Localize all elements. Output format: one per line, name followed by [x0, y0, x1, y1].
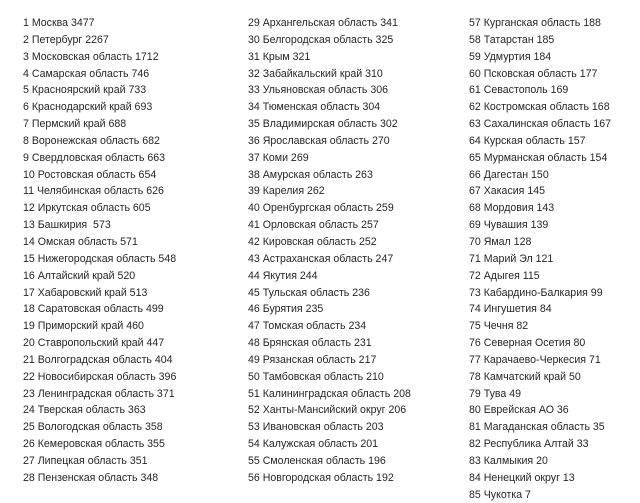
ranking-entry: 6 Краснодарский край 693: [23, 101, 153, 114]
ranking-entry: 20 Ставропольский край 447: [23, 337, 165, 350]
ranking-entry: 85 Чукотка 7: [469, 488, 531, 501]
ranking-entry: 50 Тамбовская область 210: [248, 370, 384, 383]
ranking-column-2: [248, 15, 411, 487]
ranking-entry: 39 Карелия 262: [248, 185, 325, 198]
ranking-entry: 31 Крым 321: [248, 50, 311, 63]
ranking-entry: 9 Свердловская область 663: [23, 151, 165, 164]
ranking-entry: 23 Ленинградская область 371: [23, 387, 175, 400]
ranking-entry: 48 Брянская область 231: [248, 337, 372, 350]
ranking-entry: 3 Московская область 1712: [23, 50, 159, 63]
ranking-entry: 24 Тверская область 363: [23, 404, 146, 417]
ranking-entry: 83 Калмыкия 20: [469, 454, 548, 467]
ranking-entry: 61 Севастополь 169: [469, 84, 569, 97]
ranking-entry: 42 Кировская область 252: [248, 235, 377, 248]
ranking-entry: 11 Челябинская область 626: [23, 185, 164, 198]
ranking-entry: 14 Омская область 571: [23, 235, 138, 248]
ranking-entry: 56 Новгородская область 192: [248, 471, 394, 484]
ranking-entry: 22 Новосибирская область 396: [23, 370, 177, 383]
ranking-entry: 73 Кабардино-Балкария 99: [469, 286, 603, 299]
ranking-entry: 26 Кемеровская область 355: [23, 438, 165, 451]
ranking-entry: 68 Мордовия 143: [469, 202, 555, 215]
ranking-entry: 53 Ивановская область 203: [248, 421, 384, 434]
ranking-entry: 69 Чувашия 139: [469, 219, 549, 232]
ranking-entry: 8 Воронежская область 682: [23, 134, 160, 147]
ranking-entry: 40 Оренбургская область 259: [248, 202, 394, 215]
ranking-entry: 32 Забайкальский край 310: [248, 67, 383, 80]
ranking-entry: 82 Республика Алтай 33: [469, 438, 589, 451]
ranking-entry: 47 Томская область 234: [248, 320, 367, 333]
ranking-entry: 13 Башкирия 573: [23, 219, 111, 232]
ranking-entry: 12 Иркутская область 605: [23, 202, 151, 215]
ranking-entry: 34 Тюменская область 304: [248, 101, 381, 114]
ranking-entry: 60 Псковская область 177: [469, 67, 598, 80]
ranking-entry: 38 Амурская область 263: [248, 168, 373, 181]
ranking-entry: 59 Удмуртия 184: [469, 50, 552, 63]
ranking-entry: 43 Астраханская область 247: [248, 252, 394, 265]
ranking-entry: 81 Магаданская область 35: [469, 421, 605, 434]
ranking-entry: 35 Владимирская область 302: [248, 118, 398, 131]
ranking-entry: 52 Ханты-Мансийский округ 206: [248, 404, 407, 417]
ranking-entry: 79 Тува 49: [469, 387, 522, 400]
ranking-entry: 25 Вологодская область 358: [23, 421, 163, 434]
ranking-entry: 36 Ярославская область 270: [248, 134, 390, 147]
ranking-entry: 54 Калужская область 201: [248, 438, 379, 451]
ranking-entry: 76 Северная Осетия 80: [469, 337, 586, 350]
ranking-entry: 2 Петербург 2267: [23, 33, 109, 46]
ranking-entry: 77 Карачаево-Черкесия 71: [469, 353, 601, 366]
ranking-entry: 1 Москва 3477: [23, 17, 95, 29]
ranking-entry: 49 Рязанская область 217: [248, 353, 377, 366]
ranking-entry: 33 Ульяновская область 306: [248, 84, 389, 97]
ranking-entry: 63 Сахалинская область 167: [469, 118, 611, 131]
ranking-entry: 41 Орловская область 257: [248, 219, 379, 232]
ranking-entry: 45 Тульская область 236: [248, 286, 370, 299]
ranking-column-1: [23, 15, 176, 487]
ranking-entry: 30 Белгородская область 325: [248, 33, 394, 46]
ranking-entry: 51 Калининградская область 208: [248, 387, 411, 400]
ranking-entry: 44 Якутия 244: [248, 269, 318, 282]
ranking-entry: 17 Хабаровский край 513: [23, 286, 148, 299]
ranking-entry: 28 Пензенская область 348: [23, 471, 159, 484]
ranking-entry: 70 Ямал 128: [469, 235, 532, 248]
ranking-entry: 5 Красноярский край 733: [23, 84, 147, 97]
ranking-entry: 21 Волгоградская область 404: [23, 353, 173, 366]
ranking-entry: 29 Архангельская область 341: [248, 17, 398, 29]
ranking-entry: 27 Липецкая область 351: [23, 454, 148, 467]
ranking-entry: 4 Самарская область 746: [23, 67, 150, 80]
ranking-entry: 80 Еврейская АО 36: [469, 404, 569, 417]
ranking-entry: 37 Коми 269: [248, 151, 309, 164]
ranking-entry: 65 Мурманская область 154: [469, 151, 608, 164]
ranking-entry: 19 Приморский край 460: [23, 320, 144, 333]
ranking-entry: 72 Адыгея 115: [469, 269, 540, 282]
ranking-entry: 57 Курганская область 188: [469, 17, 601, 29]
ranking-entry: 15 Нижегородская область 548: [23, 252, 177, 265]
ranking-entry: 84 Ненецкий округ 13: [469, 471, 575, 484]
ranking-entry: 10 Ростовская область 654: [23, 168, 157, 181]
ranking-entry: 7 Пермский край 688: [23, 118, 127, 131]
ranking-entry: 64 Курская область 157: [469, 134, 586, 147]
ranking-entry: 66 Дагестан 150: [469, 168, 549, 181]
ranking-entry: 71 Марий Эл 121: [469, 252, 554, 265]
ranking-entry: 67 Хакасия 145: [469, 185, 546, 198]
ranking-entry: 62 Костромская область 168: [469, 101, 610, 114]
ranking-entry: 74 Ингушетия 84: [469, 303, 552, 316]
ranking-entry: 75 Чечня 82: [469, 320, 529, 333]
ranking-entry: 16 Алтайский край 520: [23, 269, 136, 282]
ranking-entry: 55 Смоленская область 196: [248, 454, 386, 467]
ranking-entry: 46 Бурятия 235: [248, 303, 324, 316]
ranking-entry: 18 Саратовская область 499: [23, 303, 164, 316]
ranking-entry: 58 Татарстан 185: [469, 33, 555, 46]
ranking-column-3: [469, 15, 611, 503]
ranking-entry: 78 Камчатский край 50: [469, 370, 581, 383]
